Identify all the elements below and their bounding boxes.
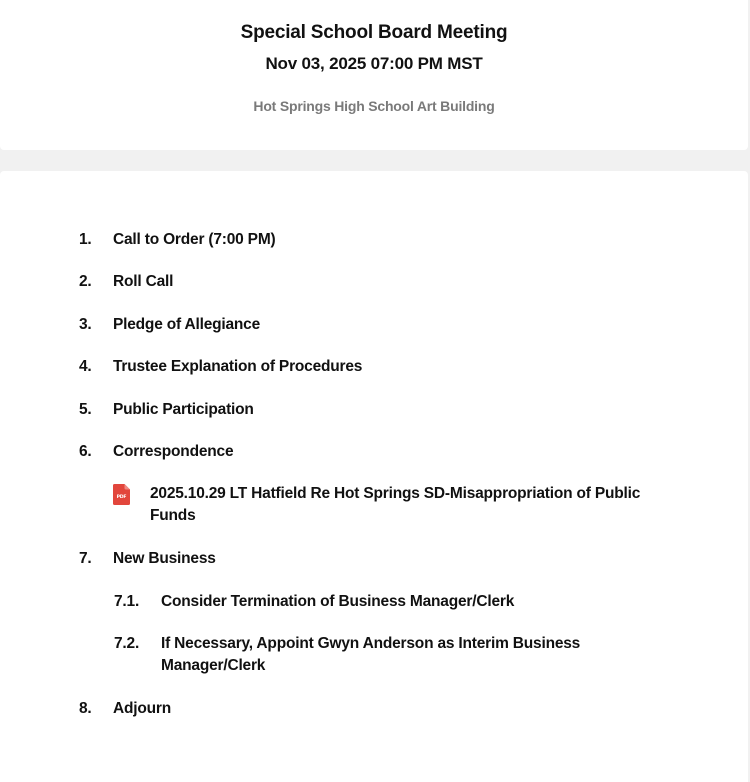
agenda-item[interactable]	[0, 314, 748, 336]
svg-text:PDF: PDF	[116, 495, 127, 500]
agenda-item-label: Adjourn	[113, 700, 172, 717]
attachment-label: 2025.10.29 LT Hatfield Re Hot Springs SD-Misappropriation of Public Funds	[150, 485, 641, 524]
agenda-subitem-number: 7.1.	[114, 593, 140, 610]
agenda-item-number: 5.	[79, 401, 92, 418]
attachment-link[interactable]	[0, 483, 748, 529]
agenda-item[interactable]	[0, 441, 748, 463]
agenda-item-label: Trustee Explanation of Procedures	[113, 358, 363, 375]
agenda-item[interactable]	[0, 698, 748, 720]
agenda-item-number: 7.	[79, 550, 92, 567]
agenda-item-number: 3.	[79, 316, 92, 333]
agenda-item-label: Correspondence	[113, 443, 234, 460]
meeting-location: Hot Springs High School Art Building	[253, 98, 495, 114]
agenda-item[interactable]	[0, 356, 748, 378]
agenda-item-number: 8.	[79, 700, 92, 717]
agenda-list	[0, 171, 748, 782]
agenda-item-label: Public Participation	[113, 401, 254, 418]
meeting-header	[0, 0, 748, 150]
agenda-item-label: Call to Order (7:00 PM)	[113, 231, 276, 248]
agenda-item-number: 1.	[79, 231, 92, 248]
agenda-subitem-label: Consider Termination of Business Manager/Clerk	[161, 593, 515, 610]
agenda-item[interactable]	[0, 271, 748, 293]
meeting-title: Special School Board Meeting	[240, 22, 508, 43]
agenda-subitem-number: 7.2.	[114, 635, 140, 652]
agenda-item-number: 4.	[79, 358, 92, 375]
agenda-item-label: Roll Call	[113, 273, 174, 290]
agenda-item-number: 6.	[79, 443, 92, 460]
agenda-item[interactable]	[0, 399, 748, 421]
agenda-subitem[interactable]	[0, 591, 748, 613]
agenda-subitem[interactable]	[0, 633, 748, 679]
pdf-icon	[113, 484, 130, 505]
agenda-item[interactable]	[0, 229, 748, 251]
agenda-item-number: 2.	[79, 273, 92, 290]
meeting-datetime: Nov 03, 2025 07:00 PM MST	[265, 54, 483, 73]
agenda-item-label: Pledge of Allegiance	[113, 316, 261, 333]
agenda-item[interactable]	[0, 548, 748, 570]
agenda-subitem-label: If Necessary, Appoint Gwyn Anderson as Interim Business Manager/Clerk	[161, 635, 581, 674]
agenda-item-label: New Business	[113, 550, 216, 567]
